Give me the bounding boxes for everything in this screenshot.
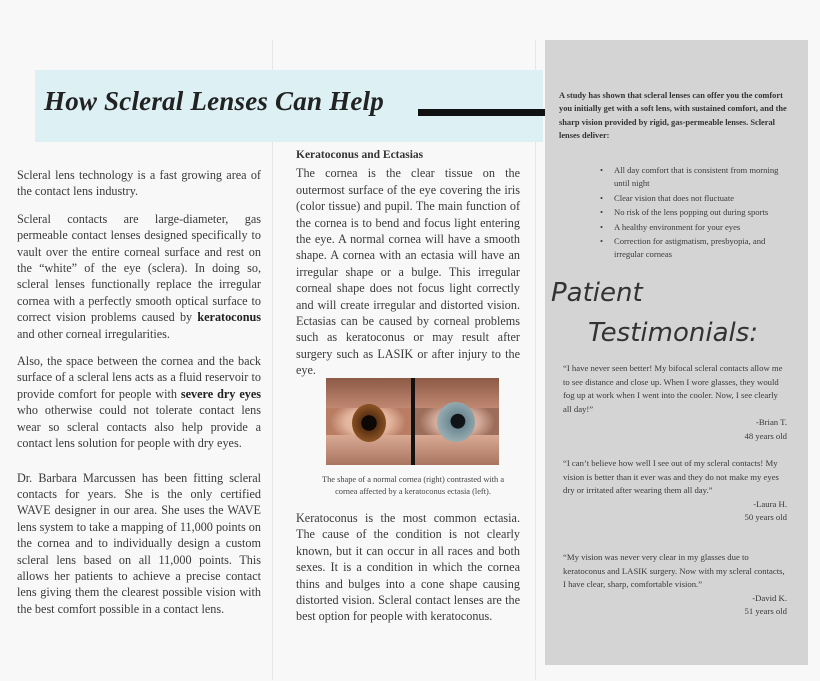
- title-underline-bar: [418, 109, 549, 116]
- testimonial-age: 51 years old: [744, 606, 787, 617]
- keyword-keratoconus: keratoconus: [197, 310, 261, 325]
- keyword-severe-dry-eyes: severe dry eyes: [180, 386, 261, 401]
- text-span: who otherwise could not tolerate contact lens wear so scleral contacts also help provide a contact lens solution for people with dry eyes.: [17, 403, 261, 451]
- testimonial-quote: “My vision was never very clear in my glasses due to keratoconus and LASIK surgery. Now with my scleral contacts, I have clear, sharp, comfortable vision.”: [563, 552, 785, 590]
- image-caption: The shape of a normal cornea (right) contrasted with a cornea affected by a keratoconus ectasia (left).: [321, 475, 505, 496]
- benefit-item: • Clear vision that does not fluctuate: [600, 192, 790, 205]
- normal-eye-photo: [415, 378, 499, 465]
- benefit-item: • Correction for astigmatism, presbyopia, and irregular corneas: [600, 235, 790, 262]
- page-title: How Scleral Lenses Can Help: [44, 86, 384, 116]
- keratoconus-eye-photo: [326, 378, 411, 465]
- benefit-item: • All day comfort that is consistent from morning until night: [600, 164, 790, 191]
- keratoconus-paragraph: Keratoconus is the most common ectasia. The cause of the condition is not clearly known, but it can occur in all races and both sexes. It is a condition in which the cornea thins and bulges into a cone shape causing distorted vision. Scleral contact lenses are the best option for people with keratoconus.: [296, 511, 520, 624]
- testimonial-name: -David K.: [752, 592, 787, 603]
- testimonials-heading-line1: Patient: [551, 278, 643, 308]
- cornea-paragraph: The cornea is the clear tissue on the outermost surface of the eye covering the iris (color tissue) and pupil. The main function of the cornea is to bend and focus light entering the eye. A normal cornea will have a smooth shape. A cornea with an ectasia will have an irregular shape or a bulge. This irregular corneal shape does not focus light correctly and will create irregular and distorted vision. Ectasias can be caused by corneal problems such as keratoconus or may result after surgery such as LASIK or after injury to the eye.: [296, 166, 520, 378]
- sidebar-intro: A study has shown that scleral lenses can offer you the comfort you initially get with a soft lens, with sustained comfort, and the sharp vision provided by rigid, gas-permeable lenses. Scleral lenses deliver:: [559, 91, 787, 140]
- testimonial: [563, 551, 787, 619]
- testimonial: [563, 362, 787, 444]
- dry-eye-paragraph: [17, 353, 261, 451]
- testimonial-quote: “I have never seen better! My bifocal scleral contacts allow me to see distance and close up. When I wore glasses, they would fog up at work when I went into the cooler. Now, I see clearly all day!”: [563, 363, 783, 414]
- testimonial-age: 50 years old: [744, 512, 787, 523]
- column-left: [17, 167, 261, 628]
- testimonial-quote: “I can’t believe how well I see out of my scleral contacts! My vision is better than it ever was and they do not make my eyes dry or irritated after wearing them all day.”: [563, 458, 779, 496]
- eye-comparison-image: [326, 378, 499, 465]
- column-middle-lower: [296, 510, 520, 625]
- testimonials-heading-line2: Testimonials:: [588, 318, 759, 348]
- text-span: Also, the space between the cornea and the back surface of a scleral lens acts as a fluid reservoir to provide comfort for people with: [17, 354, 261, 401]
- intro-paragraph: Scleral lens technology is a fast growing area of the contact lens industry.: [17, 168, 261, 199]
- iris-shape: [437, 402, 475, 442]
- testimonial-name: -Laura H.: [753, 498, 787, 509]
- scleral-description-paragraph: [17, 211, 261, 342]
- benefit-item: • No risk of the lens popping out during sports: [600, 206, 790, 219]
- testimonial: [563, 457, 787, 525]
- text-span: and other corneal irregularities.: [17, 326, 170, 341]
- text-span: Scleral contacts are large-diameter, gas permeable contact lenses designed specifically to vault over the entire corneal surface and rest on the “white” of the eye (sclera). In doing so, scleral lenses functionally replace the irregular cornea with a perfectly smooth optical surface to correct vision problems caused by: [17, 211, 261, 325]
- testimonial-age: 48 years old: [744, 430, 787, 441]
- section-heading: Keratoconus and Ectasias: [296, 149, 424, 161]
- testimonial-name: -Brian T.: [755, 417, 787, 428]
- benefits-list: [600, 164, 790, 263]
- iris-shape: [352, 404, 386, 442]
- doctor-paragraph: Dr. Barbara Marcussen has been fitting scleral contacts for years. She is the only certified WAVE designer in our area. She uses the WAVE lens system to take a mapping of 11,000 points on the cornea and to individually design a custom scleral lens based on all 11,000 points. This allows her patients to achieve a precise contact lens giving them the clearest possible vision with the best comfort possible in a contact lens.: [17, 470, 261, 616]
- column-middle: [296, 147, 520, 379]
- benefit-item: • A healthy environment for your eyes: [600, 221, 790, 234]
